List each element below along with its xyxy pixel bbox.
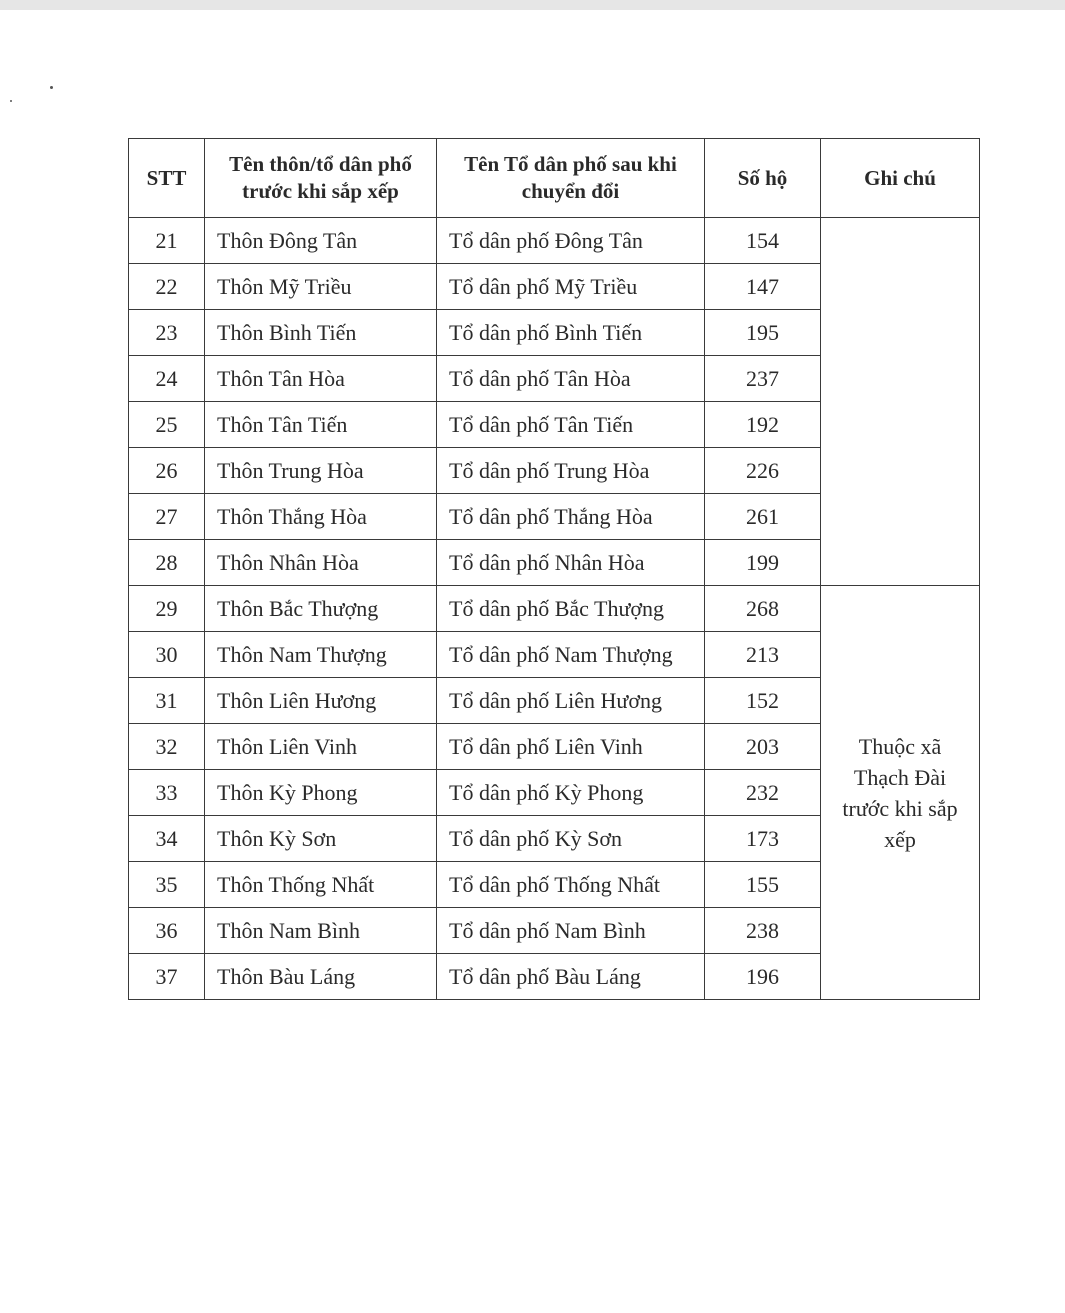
row-stt: 21 — [129, 218, 205, 264]
row-households: 195 — [705, 310, 821, 356]
row-new-name: Tổ dân phố Liên Hương — [437, 678, 705, 724]
row-households: 147 — [705, 264, 821, 310]
row-new-name: Tổ dân phố Thống Nhất — [437, 862, 705, 908]
row-households: 196 — [705, 954, 821, 1000]
row-old-name: Thôn Tân Hòa — [205, 356, 437, 402]
row-households: 154 — [705, 218, 821, 264]
scan-speck — [10, 100, 12, 102]
row-old-name: Thôn Bàu Láng — [205, 954, 437, 1000]
row-new-name: Tổ dân phố Nam Bình — [437, 908, 705, 954]
row-stt: 31 — [129, 678, 205, 724]
row-old-name: Thôn Nhân Hòa — [205, 540, 437, 586]
row-stt: 23 — [129, 310, 205, 356]
header-households: Số hộ — [705, 139, 821, 218]
row-new-name: Tổ dân phố Tân Hòa — [437, 356, 705, 402]
row-stt: 26 — [129, 448, 205, 494]
scan-speck — [50, 86, 53, 89]
row-old-name: Thôn Liên Vinh — [205, 724, 437, 770]
row-households: 213 — [705, 632, 821, 678]
header-stt: STT — [129, 139, 205, 218]
table-body — [129, 218, 980, 1000]
row-old-name: Thôn Liên Hương — [205, 678, 437, 724]
row-stt: 24 — [129, 356, 205, 402]
row-stt: 28 — [129, 540, 205, 586]
row-old-name: Thôn Đông Tân — [205, 218, 437, 264]
row-new-name: Tổ dân phố Thắng Hòa — [437, 494, 705, 540]
row-old-name: Thôn Kỳ Sơn — [205, 816, 437, 862]
row-households: 237 — [705, 356, 821, 402]
row-stt: 36 — [129, 908, 205, 954]
row-new-name: Tổ dân phố Bình Tiến — [437, 310, 705, 356]
row-households: 268 — [705, 586, 821, 632]
row-old-name: Thôn Nam Bình — [205, 908, 437, 954]
row-households: 238 — [705, 908, 821, 954]
row-new-name: Tổ dân phố Nam Thượng — [437, 632, 705, 678]
row-new-name: Tổ dân phố Bàu Láng — [437, 954, 705, 1000]
row-stt: 35 — [129, 862, 205, 908]
note-cell-group1 — [821, 218, 980, 586]
row-stt: 22 — [129, 264, 205, 310]
row-households: 226 — [705, 448, 821, 494]
row-households: 192 — [705, 402, 821, 448]
row-households: 173 — [705, 816, 821, 862]
row-stt: 25 — [129, 402, 205, 448]
scan-top-edge — [0, 0, 1065, 10]
row-old-name: Thôn Mỹ Triều — [205, 264, 437, 310]
row-stt: 32 — [129, 724, 205, 770]
row-old-name: Thôn Bắc Thượng — [205, 586, 437, 632]
row-stt: 30 — [129, 632, 205, 678]
row-stt: 29 — [129, 586, 205, 632]
row-stt: 33 — [129, 770, 205, 816]
table-header-row — [129, 139, 980, 218]
row-new-name: Tổ dân phố Bắc Thượng — [437, 586, 705, 632]
table-row — [129, 218, 980, 264]
row-old-name: Thôn Tân Tiến — [205, 402, 437, 448]
row-old-name: Thôn Bình Tiến — [205, 310, 437, 356]
note-cell-group2: Thuộc xã Thạch Đài trước khi sắp xếp — [821, 586, 980, 1000]
row-stt: 37 — [129, 954, 205, 1000]
row-households: 152 — [705, 678, 821, 724]
row-households: 203 — [705, 724, 821, 770]
row-households: 155 — [705, 862, 821, 908]
household-table — [128, 138, 980, 1000]
row-households: 261 — [705, 494, 821, 540]
row-new-name: Tổ dân phố Kỳ Sơn — [437, 816, 705, 862]
header-note: Ghi chú — [821, 139, 980, 218]
row-old-name: Thôn Kỳ Phong — [205, 770, 437, 816]
header-old-name: Tên thôn/tổ dân phố trước khi sắp xếp — [205, 139, 437, 218]
row-stt: 34 — [129, 816, 205, 862]
row-new-name: Tổ dân phố Kỳ Phong — [437, 770, 705, 816]
row-new-name: Tổ dân phố Mỹ Triều — [437, 264, 705, 310]
row-new-name: Tổ dân phố Trung Hòa — [437, 448, 705, 494]
row-old-name: Thôn Thắng Hòa — [205, 494, 437, 540]
header-new-name: Tên Tổ dân phố sau khi chuyển đổi — [437, 139, 705, 218]
row-households: 199 — [705, 540, 821, 586]
row-old-name: Thôn Nam Thượng — [205, 632, 437, 678]
row-new-name: Tổ dân phố Tân Tiến — [437, 402, 705, 448]
row-old-name: Thôn Thống Nhất — [205, 862, 437, 908]
table-row — [129, 586, 980, 632]
row-households: 232 — [705, 770, 821, 816]
row-new-name: Tổ dân phố Đông Tân — [437, 218, 705, 264]
row-new-name: Tổ dân phố Liên Vinh — [437, 724, 705, 770]
row-stt: 27 — [129, 494, 205, 540]
row-new-name: Tổ dân phố Nhân Hòa — [437, 540, 705, 586]
row-old-name: Thôn Trung Hòa — [205, 448, 437, 494]
